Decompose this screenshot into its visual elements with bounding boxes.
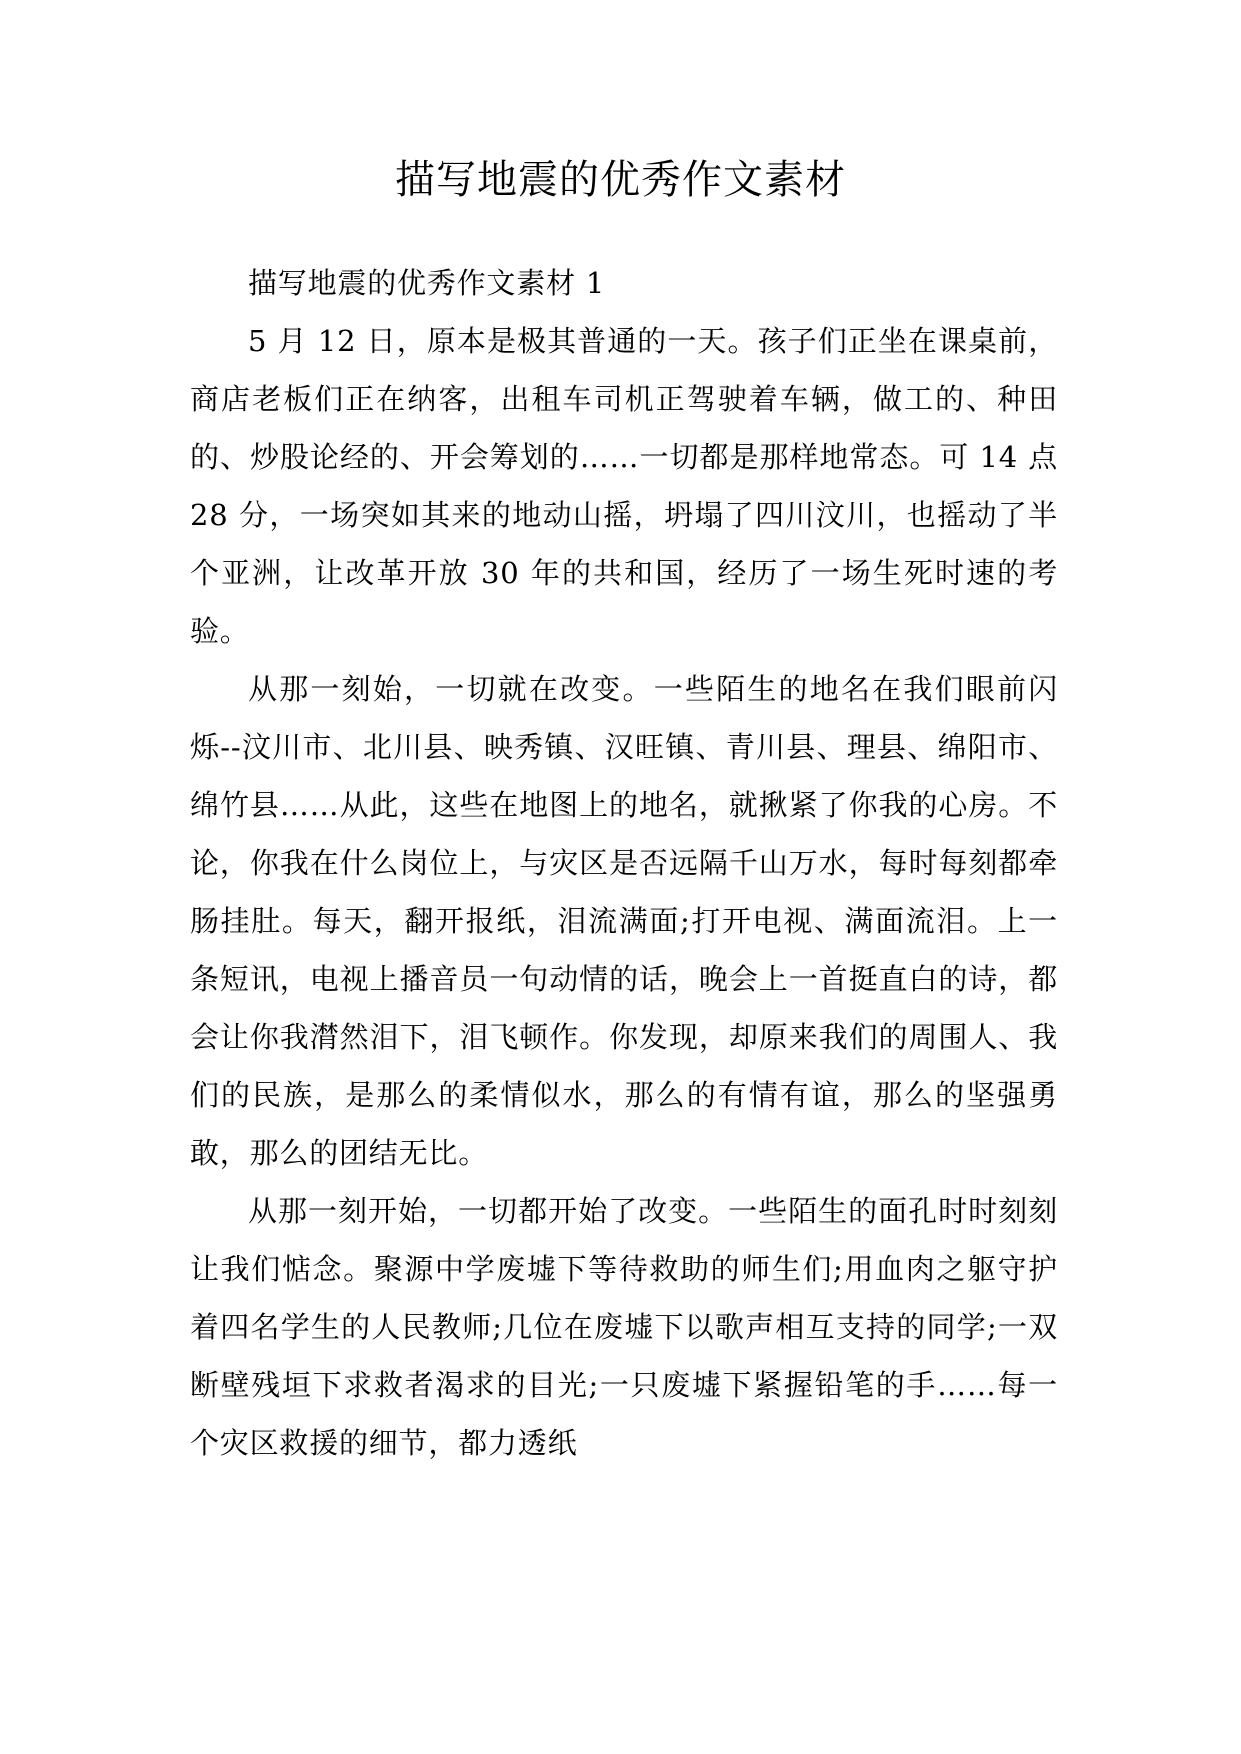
document-body: [190, 254, 1058, 1472]
section-heading: 描写地震的优秀作文素材 1: [248, 266, 606, 300]
document-title: 描写地震的优秀作文素材: [395, 157, 846, 203]
paragraph-2: 从那一刻始，一切就在改变。一些陌生的地名在我们眼前闪烁--汶川市、北川县、映秀镇、汉旺镇、青川县、理县、绵阳市、绵竹县……从此，这些在地图上的地名，就揪紧了你我的心房。不论，你我在什么岗位上，与灾区是否远隔千山万水，每时每刻都牵肠挂肚。每天，翻开报纸，泪流满面;打开电视、满面流泪。上一条短讯，电视上播音员一句动情的话，晚会上一首挺直白的诗，都会让你我潸然泪下，泪飞顿作。你发现，却原来我们的周围人、我们的民族，是那么的柔情似水，那么的有情有谊，那么的坚强勇敢，那么的团结无比。: [190, 672, 1058, 1170]
paragraph-3: 从那一刻开始，一切都开始了改变。一些陌生的面孔时时刻刻让我们惦念。聚源中学废墟下等待救助的师生们;用血肉之躯守护着四名学生的人民教师;几位在废墟下以歌声相互支持的同学;一双断壁残垣下求救者渴求的目光;一只废墟下紧握铅笔的手……每一个灾区救援的细节，都力透纸: [190, 1194, 1058, 1460]
paragraph-1: 5 月 12 日，原本是极其普通的一天。孩子们正坐在课桌前，商店老板们正在纳客，出租车司机正驾驶着车辆，做工的、种田的、炒股论经的、开会筹划的……一切都是那样地常态。可 14 点 28 分，一场突如其来的地动山摇，坍塌了四川汶川，也摇动了半个亚洲，让改革开放 30 年的共和国，经历了一场生死时速的考验。: [190, 324, 1058, 648]
